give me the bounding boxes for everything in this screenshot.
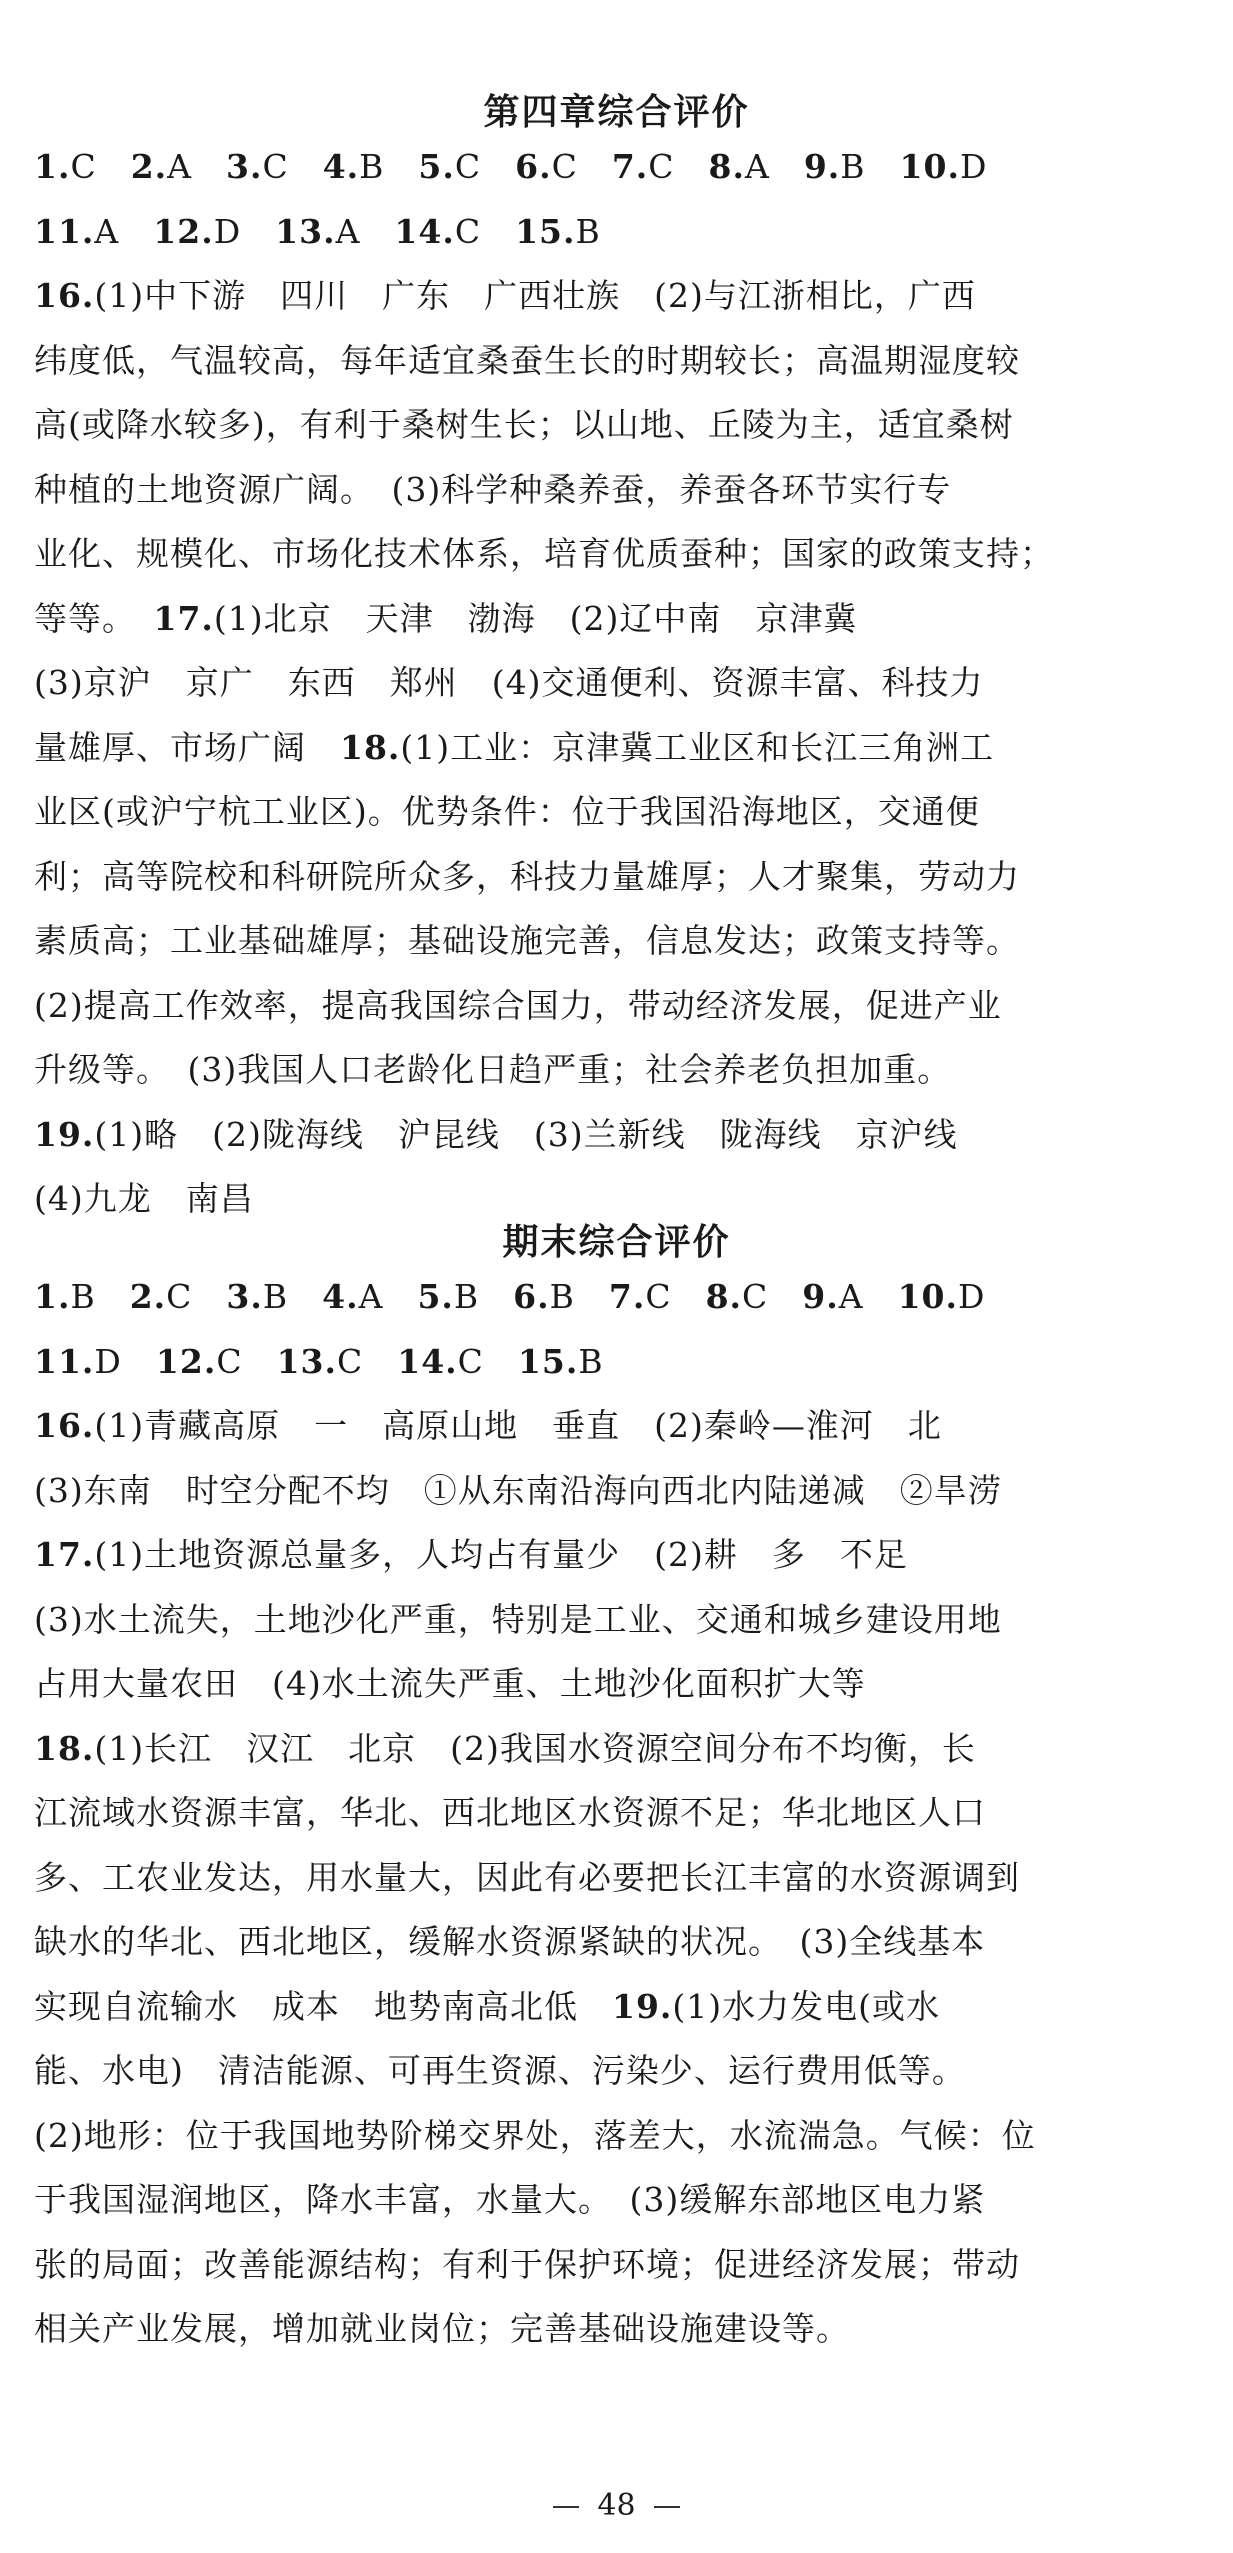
answer-line xyxy=(34,1791,1213,1835)
question-number: 8. xyxy=(708,147,745,186)
mcq-answer xyxy=(130,1275,193,1319)
answer-line xyxy=(34,919,1213,963)
answer-text: (3)东南 时空分配不均 ①从东南沿海向西北内陆递减 ②旱涝 xyxy=(34,1470,1002,1510)
answer-text: 相关产业发展，增加就业岗位；完善基础设施建设等。 xyxy=(34,2309,850,2348)
mcq-answer xyxy=(397,1340,484,1384)
answer-text: (1)土地资源总量多，人均占有量少 (2)耕 多 不足 xyxy=(94,1535,908,1574)
page-footer xyxy=(0,2488,1233,2523)
answer-choice: A xyxy=(94,211,120,251)
answer-text: 利；高等院校和科研院所众多，科技力量雄厚；人才聚集，劳动力 xyxy=(34,856,1020,896)
answer-text: (4)九龙 南昌 xyxy=(34,1179,254,1218)
question-number: 17. xyxy=(153,598,214,638)
answer-line xyxy=(34,1727,1213,1771)
answer-line xyxy=(34,855,1213,899)
answer-choice: C xyxy=(262,147,289,186)
question-number: 18. xyxy=(34,1728,95,1768)
answer-line xyxy=(34,2114,1213,2158)
answer-line xyxy=(34,661,1213,705)
footer-dash-right xyxy=(654,2506,680,2508)
question-number: 16. xyxy=(34,276,95,315)
question-number: 10. xyxy=(899,147,960,186)
answer-text: 种植的土地资源广阔。 (3)科学种桑养蚕，养蚕各环节实行专 xyxy=(34,469,952,509)
answer-text: (1)北京 天津 渤海 (2)辽中南 京津冀 xyxy=(213,598,858,638)
question-number: 7. xyxy=(611,147,649,186)
answer-choice: D xyxy=(958,1277,986,1316)
answer-text: 等等。 xyxy=(34,598,154,638)
answer-text: 业化、规模化、市场化技术体系，培育优质蚕种；国家的政策支持； xyxy=(34,534,1054,573)
answer-text: (3)水土流失，土地沙化严重，特别是工业、交通和城乡建设用地 xyxy=(34,1599,1002,1639)
mcq-answer xyxy=(513,1275,575,1319)
answer-line xyxy=(34,1469,1213,1513)
answer-line xyxy=(34,984,1213,1028)
answer-line xyxy=(34,339,1213,383)
answer-text: 能、水电) 清洁能源、可再生资源、污染少、运行费用低等。 xyxy=(34,2051,966,2090)
question-number: 9. xyxy=(802,1277,839,1316)
mcq-answer xyxy=(709,145,770,189)
question-number: 19. xyxy=(612,1986,673,2026)
question-number: 19. xyxy=(34,1114,95,1154)
mcq-answer xyxy=(226,145,289,189)
mcq-answer xyxy=(418,145,481,189)
answer-line xyxy=(34,1113,1213,1157)
mcq-answer xyxy=(515,145,578,189)
question-number: 14. xyxy=(394,211,455,251)
answer-line xyxy=(34,1856,1213,1900)
mcq-answer xyxy=(226,1275,288,1319)
mcq-answer xyxy=(900,145,988,189)
answer-line xyxy=(34,2243,1213,2287)
question-number: 13. xyxy=(275,211,336,251)
answer-choice: B xyxy=(578,1341,604,1381)
mcq-answer xyxy=(802,1275,863,1319)
answer-choice: B xyxy=(549,1277,575,1316)
question-number: 11. xyxy=(34,211,95,251)
answer-choice: B xyxy=(453,1277,480,1316)
answer-choice: A xyxy=(744,147,770,186)
answer-line xyxy=(34,597,1213,641)
answer-text: 占用大量农田 (4)水土流失严重、土地沙化面积扩大等 xyxy=(34,1664,866,1703)
chapter4-title: 第四章综合评价 xyxy=(483,91,750,133)
mcq-answer xyxy=(394,210,481,254)
answer-line xyxy=(34,403,1213,447)
mcq-answer xyxy=(515,210,601,254)
answer-choice: D xyxy=(213,211,242,251)
mcq-answer xyxy=(131,145,192,189)
answer-choice: B xyxy=(359,147,385,186)
answer-text: (1)中下游 四川 广东 广西壮族 (2)与江浙相比，广西 xyxy=(94,276,976,315)
question-number: 4. xyxy=(322,1277,359,1316)
answer-line xyxy=(34,1985,1213,2029)
question-number: 8. xyxy=(705,1277,743,1316)
mcq-answer xyxy=(322,1275,383,1319)
mcq-answer xyxy=(34,1275,96,1319)
answer-choice: A xyxy=(167,147,192,186)
answer-choice: A xyxy=(335,211,361,251)
answer-text: (1)长江 汉江 北京 (2)我国水资源空间分布不均衡，长 xyxy=(94,1728,976,1768)
mcq-row-1 xyxy=(34,145,1213,189)
answer-text: 纬度低，气温较高，每年适宜桑蚕生长的时期较长；高温期湿度较 xyxy=(34,340,1020,380)
answer-choice: C xyxy=(454,147,482,186)
answer-choice: C xyxy=(645,1277,672,1316)
answer-choice: C xyxy=(70,147,97,186)
answer-choice: C xyxy=(166,1277,193,1316)
answer-text: (1)青藏高原 一 高原山地 垂直 (2)秦岭—淮河 北 xyxy=(94,1406,942,1445)
mcq-answer xyxy=(34,1340,122,1384)
mcq-answer xyxy=(275,210,360,254)
answer-line xyxy=(34,2049,1213,2093)
mcq-answer xyxy=(153,210,241,254)
answer-text: (1)略 (2)陇海线 沪昆线 (3)兰新线 陇海线 京沪线 xyxy=(94,1114,958,1154)
page-number: 48 xyxy=(597,2488,636,2523)
answer-line xyxy=(34,1598,1213,1642)
mcq-answer xyxy=(706,1275,769,1319)
answer-choice: C xyxy=(457,1341,484,1381)
question-number: 15. xyxy=(515,211,576,251)
question-number: 17. xyxy=(34,1535,95,1574)
mcq-answer xyxy=(612,145,675,189)
mcq-answer xyxy=(156,1340,243,1384)
answer-choice: B xyxy=(840,147,866,186)
mcq-answer xyxy=(609,1275,672,1319)
answer-line xyxy=(34,1662,1213,1706)
question-number: 14. xyxy=(397,1341,458,1381)
answer-choice: B xyxy=(262,1277,289,1316)
mcq-row-2 xyxy=(34,1340,1213,1384)
answer-text: 量雄厚、市场广阔 xyxy=(34,727,340,767)
answer-choice: B xyxy=(70,1277,96,1316)
answer-choice: C xyxy=(742,1277,769,1316)
answer-line xyxy=(34,1920,1213,1964)
question-number: 1. xyxy=(34,1277,71,1316)
mcq-row-2 xyxy=(34,210,1213,254)
answer-text: (1)工业：京津冀工业区和长江三角洲工 xyxy=(400,727,995,767)
question-number: 15. xyxy=(517,1341,579,1381)
answer-line xyxy=(34,1404,1213,1448)
question-number: 1. xyxy=(34,147,71,186)
answer-text: 实现自流输水 成本 地势南高北低 xyxy=(34,1986,612,2026)
mcq-answer xyxy=(323,145,385,189)
answer-choice: C xyxy=(551,147,578,186)
answer-text: 升级等。 (3)我国人口老龄化日趋严重；社会养老负担加重。 xyxy=(34,1050,952,1089)
answer-line xyxy=(34,1048,1213,1092)
answer-text: 江流域水资源丰富，华北、西北地区水资源不足；华北地区人口 xyxy=(34,1793,986,1832)
answer-choice: C xyxy=(648,147,675,186)
question-number: 7. xyxy=(608,1277,646,1316)
answer-text: 于我国湿润地区，降水丰富，水量大。 (3)缓解东部地区电力紧 xyxy=(34,2180,986,2219)
mcq-answer xyxy=(34,145,97,189)
question-number: 18. xyxy=(340,727,401,767)
answer-text: (1)水力发电(或水 xyxy=(672,1986,941,2026)
question-number: 5. xyxy=(417,1277,454,1316)
question-number: 6. xyxy=(513,1277,550,1316)
answer-line xyxy=(34,2307,1213,2351)
answer-text: (3)京沪 京广 东西 郑州 (4)交通便利、资源丰富、科技力 xyxy=(34,663,984,702)
question-number: 6. xyxy=(515,147,552,186)
mcq-answer xyxy=(518,1340,604,1384)
mcq-answer xyxy=(804,145,866,189)
answer-choice: A xyxy=(358,1277,384,1316)
answer-line xyxy=(34,274,1213,318)
answer-text: 素质高；工业基础雄厚；基础设施完善，信息发达；政策支持等。 xyxy=(34,921,1020,960)
mcq-answer xyxy=(34,210,119,254)
answer-choice: C xyxy=(336,1341,364,1381)
answer-choice: C xyxy=(454,211,482,251)
answer-line xyxy=(34,1533,1213,1577)
question-number: 4. xyxy=(322,147,360,186)
final-title: 期末综合评价 xyxy=(502,1221,731,1263)
answer-text: 缺水的华北、西北地区，缓解水资源紧缺的状况。 (3)全线基本 xyxy=(34,1922,986,1961)
answer-choice: C xyxy=(216,1341,243,1381)
answer-text: 业区(或沪宁杭工业区)。优势条件：位于我国沿海地区，交通便 xyxy=(34,792,980,831)
question-number: 2. xyxy=(129,1277,167,1316)
mcq-row-1 xyxy=(34,1275,1213,1319)
question-number: 13. xyxy=(276,1341,337,1381)
question-number: 5. xyxy=(418,147,455,186)
question-number: 3. xyxy=(226,1277,263,1316)
mcq-answer xyxy=(898,1275,986,1319)
answer-text: (2)地形：位于我国地势阶梯交界处，落差大，水流湍急。气候：位 xyxy=(34,2115,1036,2155)
question-number: 12. xyxy=(155,1341,217,1381)
answer-line xyxy=(34,468,1213,512)
question-number: 12. xyxy=(153,211,214,251)
answer-text: (2)提高工作效率，提高我国综合国力，带动经济发展，促进产业 xyxy=(34,985,1002,1025)
answer-choice: D xyxy=(959,147,988,186)
answer-line xyxy=(34,2178,1213,2222)
question-number: 11. xyxy=(34,1341,95,1381)
question-number: 9. xyxy=(803,147,841,186)
answer-line xyxy=(34,726,1213,770)
footer-dash-left xyxy=(553,2506,579,2508)
question-number: 16. xyxy=(34,1406,95,1445)
answer-choice: A xyxy=(838,1277,864,1316)
question-number: 10. xyxy=(897,1277,958,1316)
answer-choice: D xyxy=(94,1341,122,1381)
answer-line xyxy=(34,790,1213,834)
mcq-answer xyxy=(277,1340,364,1384)
answer-text: 多、工农业发达，用水量大，因此有必要把长江丰富的水资源调到 xyxy=(34,1857,1020,1897)
answer-line xyxy=(34,532,1213,576)
mcq-answer xyxy=(417,1275,479,1319)
question-number: 3. xyxy=(226,147,263,186)
answer-text: 高(或降水较多)，有利于桑树生长；以山地、丘陵为主，适宜桑树 xyxy=(34,405,1014,444)
question-number: 2. xyxy=(130,147,168,186)
answer-text: 张的局面；改善能源结构；有利于保护环境；促进经济发展；带动 xyxy=(34,2244,1020,2284)
answer-choice: B xyxy=(575,211,601,251)
